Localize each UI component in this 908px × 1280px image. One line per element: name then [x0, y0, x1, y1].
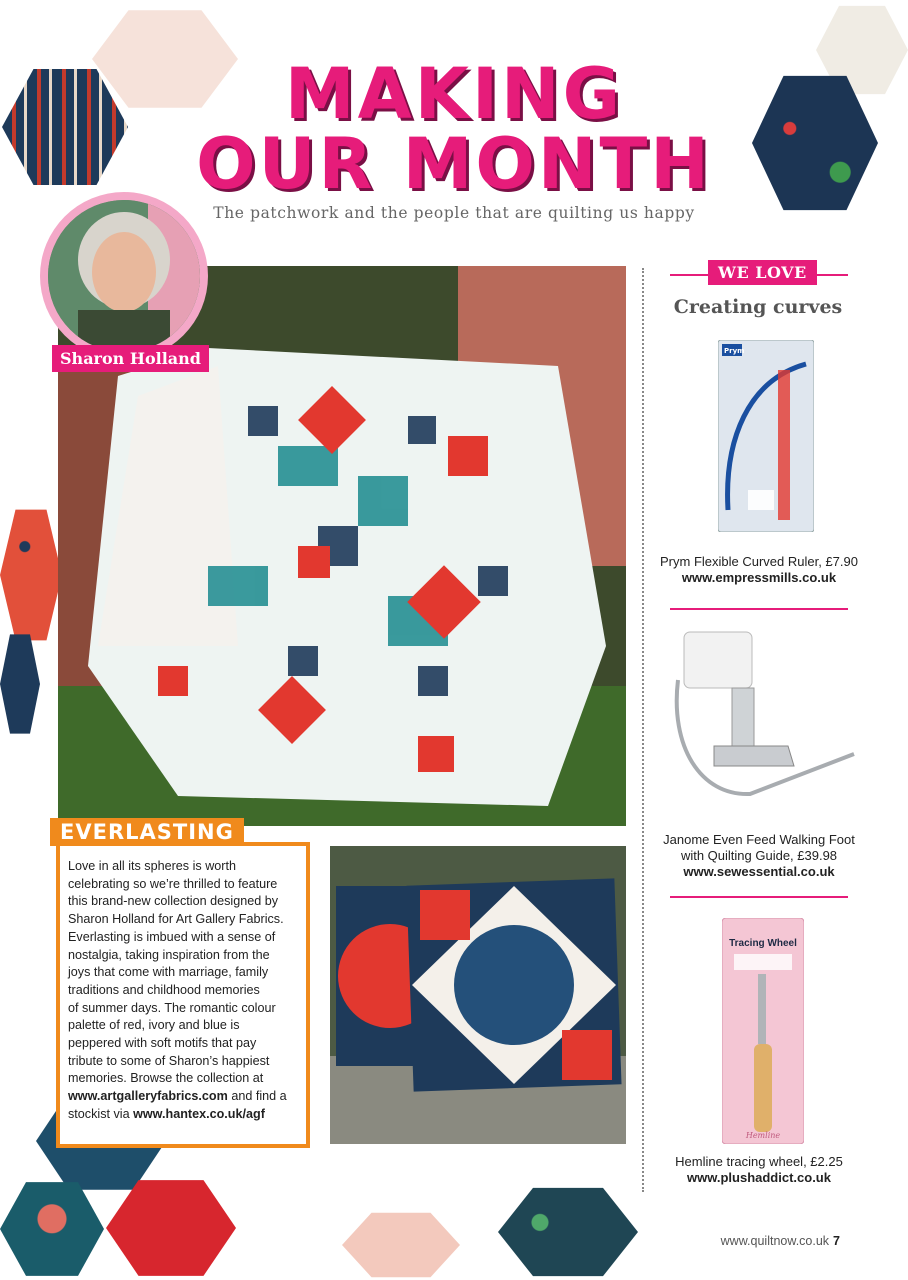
- hexagon-fabric-swatch: [0, 630, 40, 738]
- welove-line-left: [670, 274, 710, 276]
- hexagon-fabric-swatch: [0, 504, 62, 646]
- welove-subtitle: Creating curves: [673, 296, 843, 318]
- product-1-caption: [652, 554, 866, 586]
- product-3-url[interactable]: www.plushaddict.co.uk: [687, 1170, 831, 1185]
- welove-tag: WE LOVE: [708, 260, 817, 285]
- designer-avatar: [48, 200, 200, 352]
- ruler-product-image: [718, 340, 814, 532]
- hexagon-fabric-swatch: [342, 1210, 460, 1280]
- walking-foot-product-image: [670, 626, 860, 816]
- cushions-photo: [330, 846, 626, 1144]
- hexagon-fabric-swatch: [498, 1184, 638, 1280]
- feature-body-mid: and find a stockist via: [68, 1089, 287, 1121]
- page-title-line2: OUR MONTH: [196, 123, 712, 205]
- hexagon-fabric-swatch: [106, 1176, 236, 1280]
- product-separator: [670, 896, 848, 898]
- product-3-caption: [652, 1154, 866, 1186]
- hantex-link[interactable]: www.hantex.co.uk/agf: [133, 1106, 265, 1121]
- feature-body-text: Love in all its spheres is worth celebrating so we’re thrilled to feature this brand-new collection designed by Sharon Holland for Art Gallery Fabrics. Everlasting is imbued with a sense of nostalgia, taking inspiration from the joys that come with marriage, family traditions and childhood memories of summer days. The romantic colour palette of red, ivory and blue is peppered with soft motifs that pay tribute to some of Sharon’s happiest memories. Browse the collection at: [68, 859, 284, 1086]
- footer-site[interactable]: www.quiltnow.co.uk: [720, 1234, 830, 1248]
- product-2-name: Janome Even Feed Walking Foot with Quilting Guide, £39.98: [663, 832, 855, 863]
- page-title-line1: MAKING: [284, 53, 624, 135]
- ruler-brand-label: Prym: [724, 347, 745, 355]
- product-2-caption: [652, 832, 866, 880]
- tracing-wheel-product-image: [722, 918, 804, 1144]
- product-separator: [670, 608, 848, 610]
- product-1-name: Prym Flexible Curved Ruler, £7.90: [660, 554, 858, 569]
- product-3-name: Hemline tracing wheel, £2.25: [675, 1154, 843, 1169]
- designer-name-tag: Sharon Holland: [52, 345, 209, 372]
- page-footer: [640, 1234, 840, 1248]
- product-2-url[interactable]: www.sewessential.co.uk: [683, 864, 835, 879]
- page-subtitle: The patchwork and the people that are quilting us happy: [213, 204, 695, 222]
- hemline-brand-label: Hemline: [745, 1131, 781, 1140]
- tracing-wheel-package-title: Tracing Wheel: [729, 938, 797, 949]
- page-number: 7: [833, 1234, 840, 1248]
- product-1-url[interactable]: www.empressmills.co.uk: [681, 570, 837, 585]
- hexagon-fabric-swatch: [0, 1178, 104, 1280]
- feature-body: [68, 858, 304, 1124]
- artgallery-link[interactable]: www.artgalleryfabrics.com: [68, 1089, 228, 1104]
- column-divider: [642, 268, 644, 1192]
- feature-heading: EVERLASTING: [50, 818, 244, 846]
